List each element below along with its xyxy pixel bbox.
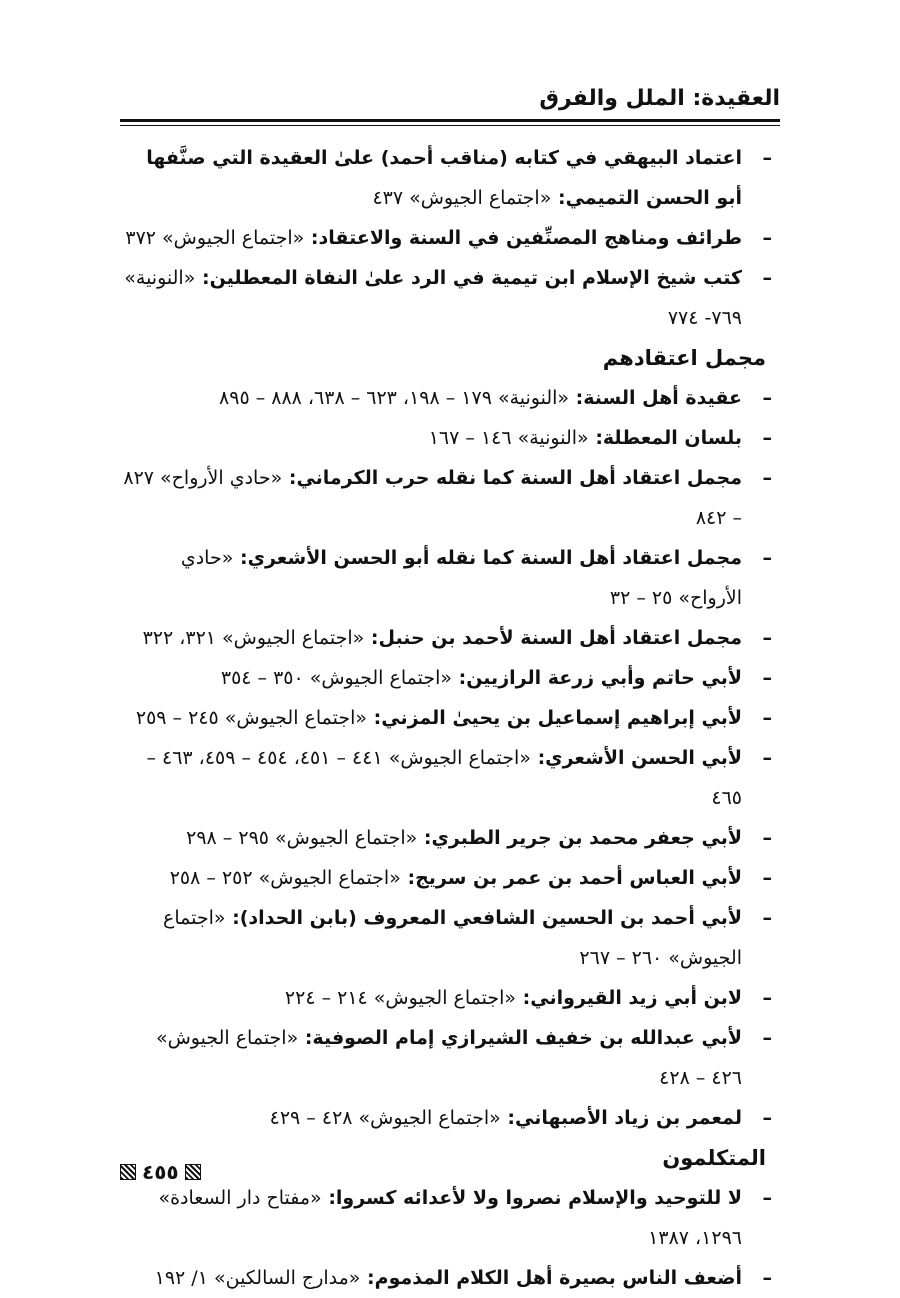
bullet-dash-icon: – (762, 147, 772, 169)
entry-title: لأبي إبراهيم إسماعيل بن يحيىٰ المزني: (373, 707, 742, 729)
bullet-dash-icon: – (762, 267, 772, 289)
entry-title: مجمل اعتقاد أهل السنة لأحمد بن حنبل: (370, 627, 742, 649)
entry-title: اعتماد البيهقي في كتابه (مناقب أحمد) علىٰ العقيدة التي صنَّفها أبو الحسن التميمي: (146, 147, 742, 209)
entry-title: مجمل اعتقاد أهل السنة كما نقله حرب الكرماني: (288, 467, 742, 489)
entry-reference: «اجتماع الجيوش» ٢٩٥ – ٢٩٨ (186, 827, 418, 849)
entry-title: كتب شيخ الإسلام ابن تيمية في الرد علىٰ النفاة المعطلين: (201, 267, 742, 289)
entry-title: طرائف ومناهج المصنِّفين في السنة والاعتقاد: (310, 227, 742, 249)
index-entry (120, 818, 780, 858)
header-rule-thick (120, 119, 780, 122)
bullet-dash-icon: – (762, 427, 772, 449)
ornament-right-icon (185, 1164, 201, 1180)
index-entry (120, 258, 780, 338)
bullet-dash-icon: – (762, 227, 772, 249)
entry-title: لأبي عبدالله بن خفيف الشيرازي إمام الصوفية: (304, 1027, 742, 1049)
index-entry (120, 1258, 780, 1298)
entry-reference: «اجتماع الجيوش» ٣٧٢ (125, 227, 305, 249)
entry-reference: «اجتماع الجيوش» ٤٢٦ – ٤٢٨ (155, 1027, 742, 1089)
index-entry (120, 538, 780, 618)
index-entry (120, 1098, 780, 1138)
entry-title: لا للتوحيد والإسلام نصروا ولا لأعدائه كسروا: (328, 1187, 742, 1209)
index-entry (120, 858, 780, 898)
index-content (120, 138, 780, 1298)
index-entry (120, 738, 780, 818)
index-entry (120, 898, 780, 978)
entry-reference: «اجتماع الجيوش» ٤٣٧ (372, 187, 552, 209)
entry-title: عقيدة أهل السنة: (575, 387, 742, 409)
entry-reference: «اجتماع الجيوش» ٤٤١ – ٤٥١، ٤٥٤ – ٤٥٩، ٤٦٣ – ٤٦٥ (146, 747, 742, 809)
index-entry (120, 458, 780, 538)
entry-title: أضعف الناس بصيرة أهل الكلام المذموم: (367, 1267, 742, 1289)
bullet-dash-icon: – (762, 1027, 772, 1049)
entry-title: بلسان المعطلة: (595, 427, 742, 449)
entry-reference: «مدارج السالكين» ١/ ١٩٢ (154, 1267, 361, 1289)
entry-reference: «النونية» ١٧٩ – ١٩٨، ٦٢٣ – ٦٣٨، ٨٨٨ – ٨٩٥ (219, 387, 570, 409)
index-entry (120, 698, 780, 738)
bullet-dash-icon: – (762, 387, 772, 409)
page-number: ٤٥٥ (142, 1160, 179, 1184)
bullet-dash-icon: – (762, 1267, 772, 1289)
entry-title: لمعمر بن زياد الأصبهاني: (507, 1107, 742, 1129)
index-entry (120, 378, 780, 418)
entry-reference: «النونية» ١٤٦ – ١٦٧ (428, 427, 589, 449)
ornament-left-icon (120, 1164, 136, 1180)
bullet-dash-icon: – (762, 467, 772, 489)
running-head: العقيدة: الملل والفرق (539, 86, 780, 111)
entry-title: لأبي العباس أحمد بن عمر بن سريج: (407, 867, 742, 889)
index-entry (120, 218, 780, 258)
entry-reference: «اجتماع الجيوش» ٢١٤ – ٢٢٤ (284, 987, 517, 1009)
section-heading: مجمل اعتقادهم (602, 346, 766, 370)
entry-reference: «مفتاح دار السعادة» ١٢٩٦، ١٣٨٧ (158, 1187, 742, 1249)
entry-title: لأبي جعفر محمد بن جرير الطبري: (423, 827, 742, 849)
bullet-dash-icon: – (762, 867, 772, 889)
entry-reference: «اجتماع الجيوش» ٢٥٢ – ٢٥٨ (169, 867, 401, 889)
bullet-dash-icon: – (762, 627, 772, 649)
bullet-dash-icon: – (762, 907, 772, 929)
entry-reference: «حادي الأرواح» ٨٢٧ – ٨٤٢ (123, 467, 742, 529)
bullet-dash-icon: – (762, 1187, 772, 1209)
bullet-dash-icon: – (762, 667, 772, 689)
entry-reference: «اجتماع الجيوش» ٤٢٨ – ٤٢٩ (269, 1107, 501, 1129)
bullet-dash-icon: – (762, 707, 772, 729)
section-heading: المتكلمون (662, 1146, 766, 1170)
page-footer (120, 1160, 201, 1184)
entry-reference: «اجتماع الجيوش» ٢٦٠ – ٢٦٧ (163, 907, 742, 969)
entry-reference: «اجتماع الجيوش» ٢٤٥ – ٢٥٩ (135, 707, 368, 729)
header-rule-thin (120, 125, 780, 126)
entry-title: لأبي الحسن الأشعري: (537, 747, 742, 769)
entry-title: لابن أبي زيد القيرواني: (522, 987, 742, 1009)
entry-reference: «اجتماع الجيوش» ٣٢١، ٣٢٢ (142, 627, 365, 649)
index-entry (120, 658, 780, 698)
entry-reference: «النونية» ٧٦٩- ٧٧٤ (124, 267, 742, 329)
index-entry (120, 138, 780, 218)
index-entry (120, 1018, 780, 1098)
bullet-dash-icon: – (762, 987, 772, 1009)
index-entry (120, 418, 780, 458)
bullet-dash-icon: – (762, 1107, 772, 1129)
index-entry (120, 1178, 780, 1258)
bullet-dash-icon: – (762, 827, 772, 849)
entry-title: مجمل اعتقاد أهل السنة كما نقله أبو الحسن الأشعري: (239, 547, 742, 569)
entry-reference: «اجتماع الجيوش» ٣٥٠ – ٣٥٤ (220, 667, 452, 689)
bullet-dash-icon: – (762, 547, 772, 569)
entry-reference: «حادي الأرواح» ٢٥ – ٣٢ (180, 547, 742, 609)
bullet-dash-icon: – (762, 747, 772, 769)
entry-title: لأبي أحمد بن الحسين الشافعي المعروف (بابن الحداد): (232, 907, 742, 929)
entry-title: لأبي حاتم وأبي زرعة الرازيين: (458, 667, 742, 689)
index-entry (120, 618, 780, 658)
index-entry (120, 978, 780, 1018)
